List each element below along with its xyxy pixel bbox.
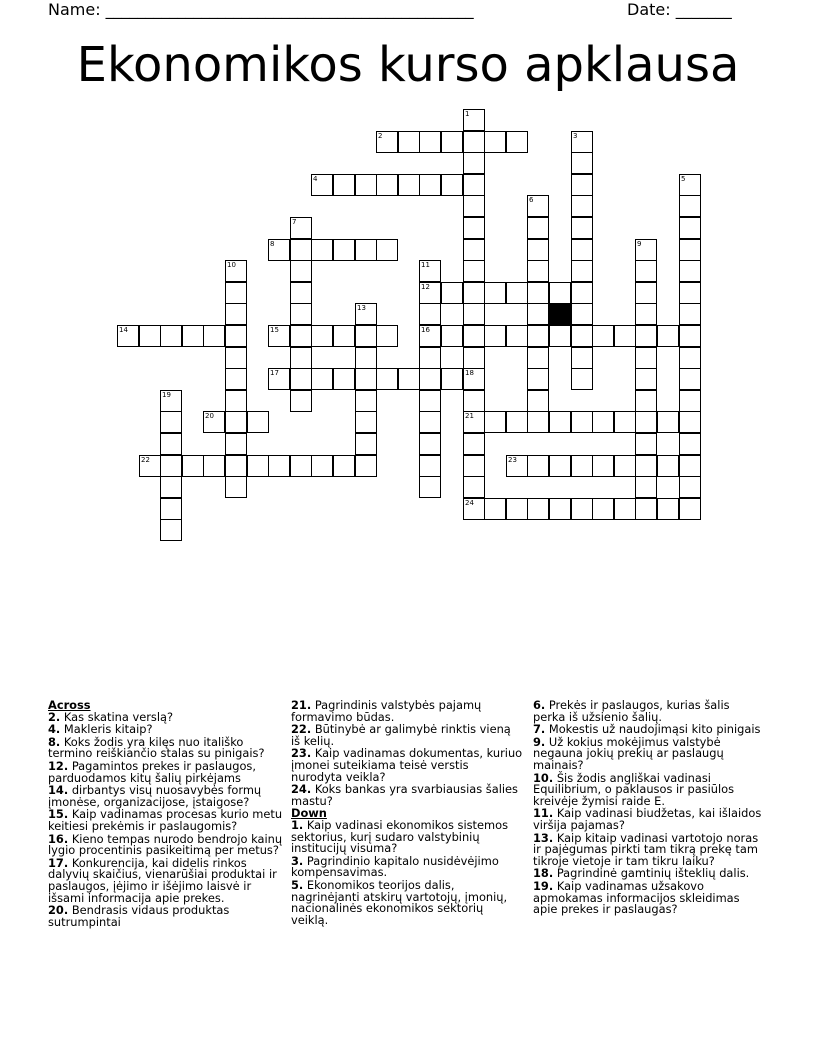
grid-cell[interactable]: [484, 325, 506, 347]
grid-cell[interactable]: [679, 260, 701, 282]
grid-cell[interactable]: [441, 282, 463, 304]
grid-cell[interactable]: [592, 498, 614, 520]
grid-cell[interactable]: [614, 455, 636, 477]
clue-number-label: 15: [270, 326, 279, 334]
grid-cell[interactable]: [419, 433, 441, 455]
grid-cell[interactable]: [592, 411, 614, 433]
clue-down-10: 10. Šis žodis angliškai vadinasi Equilibrium, o paklausos ir pasiūlos kreivėje žymisi raide E.: [533, 770, 735, 808]
grid-cell[interactable]: [376, 368, 398, 390]
grid-cell[interactable]: [290, 368, 312, 390]
grid-cell[interactable]: [571, 217, 593, 239]
grid-cell[interactable]: [225, 455, 247, 477]
grid-cell[interactable]: [463, 325, 485, 347]
grid-cell[interactable]: [290, 390, 312, 412]
grid-cell[interactable]: [679, 390, 701, 412]
name-label: Name: ______________________________________________: [48, 0, 474, 19]
grid-cell[interactable]: [571, 368, 593, 390]
grid-cell[interactable]: [290, 455, 312, 477]
grid-cell[interactable]: [376, 325, 398, 347]
grid-cell[interactable]: [225, 282, 247, 304]
grid-cell[interactable]: [160, 519, 182, 541]
clue-number-label: 9: [637, 240, 642, 248]
grid-cell[interactable]: [463, 260, 485, 282]
grid-cell[interactable]: [635, 390, 657, 412]
clue-number-label: 21: [465, 412, 474, 420]
grid-cell[interactable]: [657, 325, 679, 347]
grid-cell[interactable]: [376, 174, 398, 196]
grid-cell[interactable]: [247, 455, 269, 477]
grid-cell[interactable]: [592, 455, 614, 477]
grid-cell[interactable]: [527, 303, 549, 325]
clue-down-18: 18. Pagrindinė gamtinių išteklių dalis.: [533, 866, 750, 881]
grid-cell[interactable]: [679, 217, 701, 239]
grid-cell[interactable]: [635, 347, 657, 369]
grid-cell[interactable]: [527, 455, 549, 477]
clue-down-1: 1. Kaip vadinasi ekonomikos sistemos sektorius, kurį sudaro valstybinių institucijų visuma?: [291, 817, 509, 856]
grid-cell[interactable]: [614, 411, 636, 433]
grid-cell[interactable]: [527, 390, 549, 412]
grid-cell[interactable]: [463, 303, 485, 325]
clue-down-11: 11. Kaip vadinasi biudžetas, kai išlaidos viršija pajamas?: [533, 806, 762, 832]
grid-cell[interactable]: [398, 368, 420, 390]
grid-cell[interactable]: [679, 239, 701, 261]
grid-cell[interactable]: [484, 131, 506, 153]
clue-across-16: 16. Kieno tempas nurodo bendrojo kainų lygio procentinis pasikeitimą per metus?: [48, 831, 283, 858]
grid-cell[interactable]: [311, 455, 333, 477]
clue-across-15: 15. Kaip vadinamas procesas kurio metu keitiesi prekėmis ir paslaugomis?: [48, 807, 283, 833]
clue-number-label: 12: [421, 283, 430, 291]
grid-cell[interactable]: [203, 455, 225, 477]
grid-cell[interactable]: [333, 325, 355, 347]
grid-cell[interactable]: [160, 411, 182, 433]
clue-number-label: 8: [270, 240, 275, 248]
grid-cell[interactable]: [527, 239, 549, 261]
clue-number-label: 24: [465, 499, 474, 507]
grid-cell[interactable]: [311, 239, 333, 261]
grid-cell[interactable]: [419, 131, 441, 153]
grid-cell[interactable]: [635, 498, 657, 520]
page-title: Ekonomikos kurso apklausa: [76, 37, 740, 93]
grid-cell[interactable]: [679, 325, 701, 347]
grid-cell[interactable]: [571, 455, 593, 477]
grid-cell[interactable]: [635, 433, 657, 455]
grid-cell[interactable]: [182, 325, 204, 347]
grid-cell[interactable]: [463, 131, 485, 153]
grid-cell[interactable]: [463, 152, 485, 174]
grid-cell[interactable]: [527, 368, 549, 390]
grid-cell[interactable]: [441, 174, 463, 196]
clue-across-20: 20. Bendrasis vidaus produktas sutrumpintai: [48, 903, 230, 929]
grid-cell[interactable]: [679, 303, 701, 325]
grid-cell[interactable]: [571, 260, 593, 282]
grid-cell[interactable]: [311, 368, 333, 390]
grid-cell[interactable]: [549, 455, 571, 477]
grid-cell[interactable]: [463, 433, 485, 455]
grid-cell[interactable]: [679, 433, 701, 455]
grid-cell[interactable]: [355, 390, 377, 412]
grid-cell[interactable]: [441, 131, 463, 153]
clues-column-1: [48, 700, 284, 929]
grid-cell[interactable]: [549, 282, 571, 304]
grid-cell[interactable]: [290, 239, 312, 261]
clue-number-label: 2: [378, 132, 383, 140]
clue-number-label: 17: [270, 369, 279, 377]
clue-across-12: 12. Pagamintos prekes ir paslaugos, parduodamos kitų šalių pirkėjams: [48, 758, 256, 785]
grid-cell[interactable]: [571, 239, 593, 261]
grid-cell[interactable]: [635, 411, 657, 433]
grid-cell[interactable]: [527, 282, 549, 304]
grid-cell[interactable]: [679, 347, 701, 369]
grid-cell[interactable]: [419, 390, 441, 412]
grid-cell[interactable]: [463, 347, 485, 369]
clue-down-6: 6. Prekės ir paslaugos, kurias šalis perka iš užsienio šalių.: [533, 698, 730, 724]
grid-cell[interactable]: [679, 282, 701, 304]
grid-cell[interactable]: [225, 347, 247, 369]
grid-cell[interactable]: [419, 174, 441, 196]
grid-cell[interactable]: [268, 455, 290, 477]
grid-cell[interactable]: [506, 411, 528, 433]
grid-cell[interactable]: [419, 455, 441, 477]
grid-cell[interactable]: [635, 476, 657, 498]
grid-cell[interactable]: [225, 476, 247, 498]
grid-cell[interactable]: [139, 325, 161, 347]
grid-cell[interactable]: [571, 195, 593, 217]
grid-cell[interactable]: [571, 347, 593, 369]
grid-cell[interactable]: [571, 411, 593, 433]
down-heading: Down: [291, 806, 327, 821]
grid-cell[interactable]: [657, 498, 679, 520]
grid-cell[interactable]: [225, 368, 247, 390]
grid-cell[interactable]: [527, 347, 549, 369]
grid-cell[interactable]: [419, 476, 441, 498]
grid-cell[interactable]: [506, 131, 528, 153]
clue-number-label: 13: [357, 304, 366, 312]
grid-cell[interactable]: [182, 455, 204, 477]
clue-down-7: 7. Mokestis už naudojimąsi kito pinigais: [533, 722, 761, 737]
grid-cell[interactable]: [657, 411, 679, 433]
grid-cell[interactable]: [398, 131, 420, 153]
grid-cell[interactable]: [549, 411, 571, 433]
grid-cell[interactable]: [290, 260, 312, 282]
grid-cell[interactable]: [679, 498, 701, 520]
clue-across-2: 2. Kas skatina verslą?: [48, 709, 174, 724]
grid-cell[interactable]: [614, 325, 636, 347]
grid-cell[interactable]: [571, 303, 593, 325]
grid-cell[interactable]: [333, 239, 355, 261]
grid-cell[interactable]: [333, 455, 355, 477]
grid-cell[interactable]: [290, 303, 312, 325]
grid-cell[interactable]: [225, 433, 247, 455]
grid-cell[interactable]: [527, 411, 549, 433]
grid-cell[interactable]: [657, 455, 679, 477]
grid-cell[interactable]: [679, 455, 701, 477]
grid-cell[interactable]: [679, 368, 701, 390]
grid-cell[interactable]: [376, 239, 398, 261]
grid-cell[interactable]: [290, 282, 312, 304]
clue-down-19: 19. Kaip vadinamas užsakovo apmokamas informacijos skleidimas apie prekes ir paslaugas?: [533, 878, 740, 917]
grid-cell[interactable]: [333, 174, 355, 196]
clue-number-label: 7: [292, 218, 297, 226]
grid-cell[interactable]: [225, 411, 247, 433]
grid-cell[interactable]: [527, 260, 549, 282]
grid-cell[interactable]: [160, 455, 182, 477]
grid-cell[interactable]: [679, 195, 701, 217]
grid-cell[interactable]: [419, 303, 441, 325]
grid-cell[interactable]: [463, 239, 485, 261]
grid-cell[interactable]: [225, 325, 247, 347]
grid-cell[interactable]: [441, 325, 463, 347]
clue-number-label: 23: [508, 456, 517, 464]
grid-cell[interactable]: [463, 217, 485, 239]
clue-number-label: 18: [465, 369, 474, 377]
clue-down-9: 9. Už kokius mokėjimus valstybė negauna jokių prekių ar paslaugų mainais?: [533, 734, 724, 772]
grid-cell[interactable]: [506, 325, 528, 347]
grid-cell[interactable]: [225, 390, 247, 412]
grid-cell[interactable]: [484, 411, 506, 433]
grid-cell[interactable]: [527, 498, 549, 520]
grid-cell[interactable]: [355, 347, 377, 369]
grid-cell[interactable]: [355, 239, 377, 261]
clue-number-label: 16: [421, 326, 430, 334]
grid-cell[interactable]: [355, 174, 377, 196]
grid-cell[interactable]: [355, 433, 377, 455]
clues-column-3: [533, 700, 765, 917]
grid-cell[interactable]: [290, 347, 312, 369]
grid-cell[interactable]: [571, 174, 593, 196]
grid-cell[interactable]: [463, 174, 485, 196]
grid-cell[interactable]: [333, 368, 355, 390]
clue-across-22: 22. Būtinybė ar galimybė rinktis vieną iš kelių.: [291, 722, 511, 748]
grid-cell[interactable]: [160, 498, 182, 520]
grid-cell[interactable]: [463, 282, 485, 304]
grid-cell[interactable]: [592, 325, 614, 347]
clue-across-24: 24. Koks bankas yra svarbiausias šalies mastu?: [291, 782, 518, 808]
clue-number-label: 11: [421, 261, 430, 269]
grid-cell[interactable]: [463, 195, 485, 217]
grid-cell[interactable]: [463, 455, 485, 477]
grid-cell[interactable]: [355, 411, 377, 433]
grid-cell[interactable]: [635, 282, 657, 304]
grid-cell[interactable]: [635, 368, 657, 390]
clue-number-label: 5: [681, 175, 686, 183]
grid-cell[interactable]: [398, 174, 420, 196]
grid-cell[interactable]: [549, 325, 571, 347]
grid-cell[interactable]: [635, 455, 657, 477]
clue-across-14: 14. dirbantys visų nuosavybės formų įmonėse, organizacijose, įstaigose?: [48, 783, 262, 809]
clue-number-label: 4: [313, 175, 318, 183]
clue-number-label: 1: [465, 110, 470, 118]
grid-cell[interactable]: [160, 325, 182, 347]
clue-across-4: 4. Makleris kitaip?: [48, 722, 153, 737]
grid-cell[interactable]: [419, 347, 441, 369]
grid-cell[interactable]: [635, 325, 657, 347]
grid-cell[interactable]: [549, 498, 571, 520]
clue-number-label: 10: [227, 261, 236, 269]
clue-number-label: 6: [529, 196, 534, 204]
grid-cell[interactable]: [527, 325, 549, 347]
black-square: [549, 303, 571, 325]
clues-column-2: [291, 700, 523, 927]
grid-cell[interactable]: [355, 325, 377, 347]
grid-cell[interactable]: [527, 217, 549, 239]
grid-cell[interactable]: [571, 282, 593, 304]
grid-cell[interactable]: [355, 368, 377, 390]
grid-cell[interactable]: [290, 325, 312, 347]
grid-cell[interactable]: [635, 260, 657, 282]
grid-cell[interactable]: [311, 325, 333, 347]
grid-cell[interactable]: [419, 411, 441, 433]
clue-number-label: 3: [573, 132, 578, 140]
grid-cell[interactable]: [635, 303, 657, 325]
grid-cell[interactable]: [225, 303, 247, 325]
grid-cell[interactable]: [441, 368, 463, 390]
clue-across-17: 17. Konkurencija, kai didelis rinkos dalyvių skaičius, vienarūšiai produktai ir paslaugos, įėjimo ir išėjimo laisvė ir išsami informacija apie prekes.: [48, 855, 277, 905]
date-label: Date: _______: [627, 0, 732, 19]
clue-across-23: 23. Kaip vadinamas dokumentas, kuriuo įmonei suteikiama teisė verstis nurodyta veikla?: [291, 746, 523, 784]
clue-down-13: 13. Kaip kitaip vadinasi vartotojo noras ir pajėgumas pirkti tam tikrą prekę tam tikroje vietoje ir tam tikru laiku?: [533, 830, 759, 868]
clue-number-label: 14: [119, 326, 128, 334]
grid-cell[interactable]: [571, 325, 593, 347]
grid-cell[interactable]: [484, 498, 506, 520]
clue-across-8: 8. Koks žodis yra kilęs nuo itališko termino reiškiančio stalas su pinigais?: [48, 734, 265, 761]
clue-number-label: 19: [162, 391, 171, 399]
grid-cell[interactable]: [160, 433, 182, 455]
grid-cell[interactable]: [355, 455, 377, 477]
grid-cell[interactable]: [463, 390, 485, 412]
across-heading: Across: [48, 698, 91, 712]
grid-cell[interactable]: [463, 476, 485, 498]
grid-cell[interactable]: [679, 476, 701, 498]
grid-cell[interactable]: [506, 282, 528, 304]
grid-cell[interactable]: [203, 325, 225, 347]
grid-cell[interactable]: [484, 282, 506, 304]
grid-cell[interactable]: [160, 476, 182, 498]
clue-down-3: 3. Pagrindinio kapitalo nusidėvėjimo kompensavimas.: [291, 853, 499, 880]
grid-cell[interactable]: [419, 368, 441, 390]
clue-down-5: 5. Ekonomikos teorijos dalis, nagrinėjanti atskirų vartotojų, įmonių, nacionalinės ekonomikos sektorių veiklą.: [291, 877, 508, 927]
grid-cell[interactable]: [614, 498, 636, 520]
grid-cell[interactable]: [247, 411, 269, 433]
grid-cell[interactable]: [571, 152, 593, 174]
grid-cell[interactable]: [506, 498, 528, 520]
grid-cell[interactable]: [571, 498, 593, 520]
clue-number-label: 22: [141, 456, 150, 464]
clue-across-21: 21. Pagrindinis valstybės pajamų formavimo būdas.: [291, 698, 482, 724]
clue-number-label: 20: [205, 412, 214, 420]
grid-cell[interactable]: [679, 411, 701, 433]
